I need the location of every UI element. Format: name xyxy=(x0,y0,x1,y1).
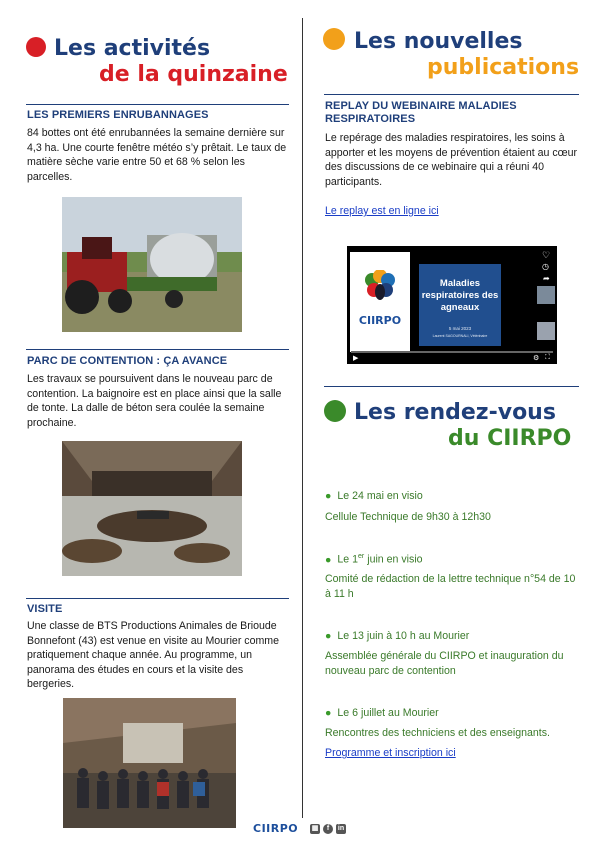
progress-bar[interactable] xyxy=(351,351,553,353)
slide-author: Laurent SAGOURNALI, Vétérinaire xyxy=(432,334,488,338)
webinar-video-thumbnail[interactable] xyxy=(347,246,557,364)
green-dot-icon xyxy=(324,400,346,422)
video-slide xyxy=(419,264,501,346)
section-title-enrubannages: LES PREMIERS ENRUBANNAGES xyxy=(27,109,209,121)
facebook-icon[interactable]: f xyxy=(323,824,333,834)
header-publications-line2: publications xyxy=(427,55,580,80)
linkedin-icon[interactable]: in xyxy=(337,825,345,832)
students-visit-photo xyxy=(63,698,236,828)
event-date: ● Le 13 juin à 10 h au Mourier xyxy=(325,630,470,642)
header-rdv-line1: Les rendez-vous xyxy=(354,400,556,425)
programme-link[interactable]: Programme et inscription ici xyxy=(325,747,456,759)
participant-thumb xyxy=(537,322,555,340)
section-text-replay: Le repérage des maladies respiratoires, les soins à apporter et les moyens de prévention étaient au cœur des discussions de ce webinaire qui a réuni 40 participants. xyxy=(325,132,578,188)
section-rule xyxy=(324,94,579,95)
event-desc: Cellule Technique de 9h30 à 12h30 xyxy=(325,511,491,523)
replay-link[interactable]: Le replay est en ligne ici xyxy=(325,205,439,217)
bullet-icon: ● xyxy=(325,490,332,502)
event-date: ● Le 1er juin en visio xyxy=(325,553,423,566)
section-text-contention: Les travaux se poursuivent dans le nouveau parc de contention. La baignoire est en place ainsi que la salle de tonte. La dalle de béton sera coulée la semaine prochaine. xyxy=(27,373,282,429)
event-desc: Rencontres des techniciens et des enseignants. xyxy=(325,727,550,739)
header-activites-line1: Les activités xyxy=(54,36,211,61)
video-left-panel xyxy=(350,252,410,352)
section-text-enrubannages: 84 bottes ont été enrubannées la semaine dernière sur 4,3 ha. Une courte fenêtre météo s’y prêtait. Le taux de matière sèche varie entre 50 et 68 % selon les parcelles. xyxy=(27,127,287,183)
bullet-icon: ● xyxy=(325,707,332,719)
column-divider xyxy=(302,18,303,818)
event-desc: Comité de rédaction de la lettre technique n°54 de 10 à 11 h xyxy=(325,573,576,600)
play-icon[interactable]: ▶ xyxy=(353,355,359,362)
section-text-visite: Une classe de BTS Productions Animales de Brioude Bonnefont (43) est venue en visite au Mourier comme pratiquement chaque année. Au programme, un panorama des études en cours et la visite des bergeries. xyxy=(27,620,280,691)
event-desc: Assemblée générale du CIIRPO et inauguration du nouveau parc de contention xyxy=(325,650,564,677)
header-rdv-line2: du CIIRPO xyxy=(448,426,572,451)
event-date: ● Le 6 juillet au Mourier xyxy=(325,707,439,719)
barn-construction-photo xyxy=(62,441,242,576)
header-activites-line2: de la quinzaine xyxy=(99,62,288,87)
slide-date: 5 mai 2023 xyxy=(448,326,472,331)
video-ciirpo-logo: CIIRPO xyxy=(358,314,402,327)
red-dot-icon xyxy=(26,37,46,57)
bullet-icon: ● xyxy=(325,553,332,566)
share-icon[interactable]: ➦ xyxy=(543,274,550,283)
section-rule xyxy=(26,104,289,105)
header-publications-line1: Les nouvelles xyxy=(354,29,523,54)
clock-icon[interactable]: ◷ xyxy=(542,262,549,271)
settings-icon[interactable]: ⚙ xyxy=(533,355,540,362)
section-rule xyxy=(26,349,289,350)
tractor-wrapper-photo xyxy=(62,197,242,332)
rss-icon[interactable]: ▦ xyxy=(311,825,319,832)
orange-dot-icon xyxy=(323,28,345,50)
event-date: ● Le 24 mai en visio xyxy=(325,490,423,502)
heart-icon[interactable]: ♡ xyxy=(542,250,551,260)
section-title-contention: PARC DE CONTENTION : ÇA AVANCE xyxy=(27,355,228,367)
section-rule xyxy=(26,598,289,599)
fullscreen-icon[interactable]: ⛶ xyxy=(545,354,550,361)
section-title-visite: VISITE xyxy=(27,603,63,615)
section-rule xyxy=(324,386,579,387)
slide-title: Maladies respiratoires des agneaux xyxy=(421,278,499,313)
participant-thumb xyxy=(537,286,555,304)
footer-ciirpo-logo[interactable]: CIIRPO xyxy=(253,822,299,835)
bullet-icon: ● xyxy=(325,630,332,642)
section-title-replay: REPLAY DU WEBINAIRE MALADIES RESPIRATOIRES xyxy=(325,100,517,125)
sheep-logo-icon xyxy=(360,270,400,306)
